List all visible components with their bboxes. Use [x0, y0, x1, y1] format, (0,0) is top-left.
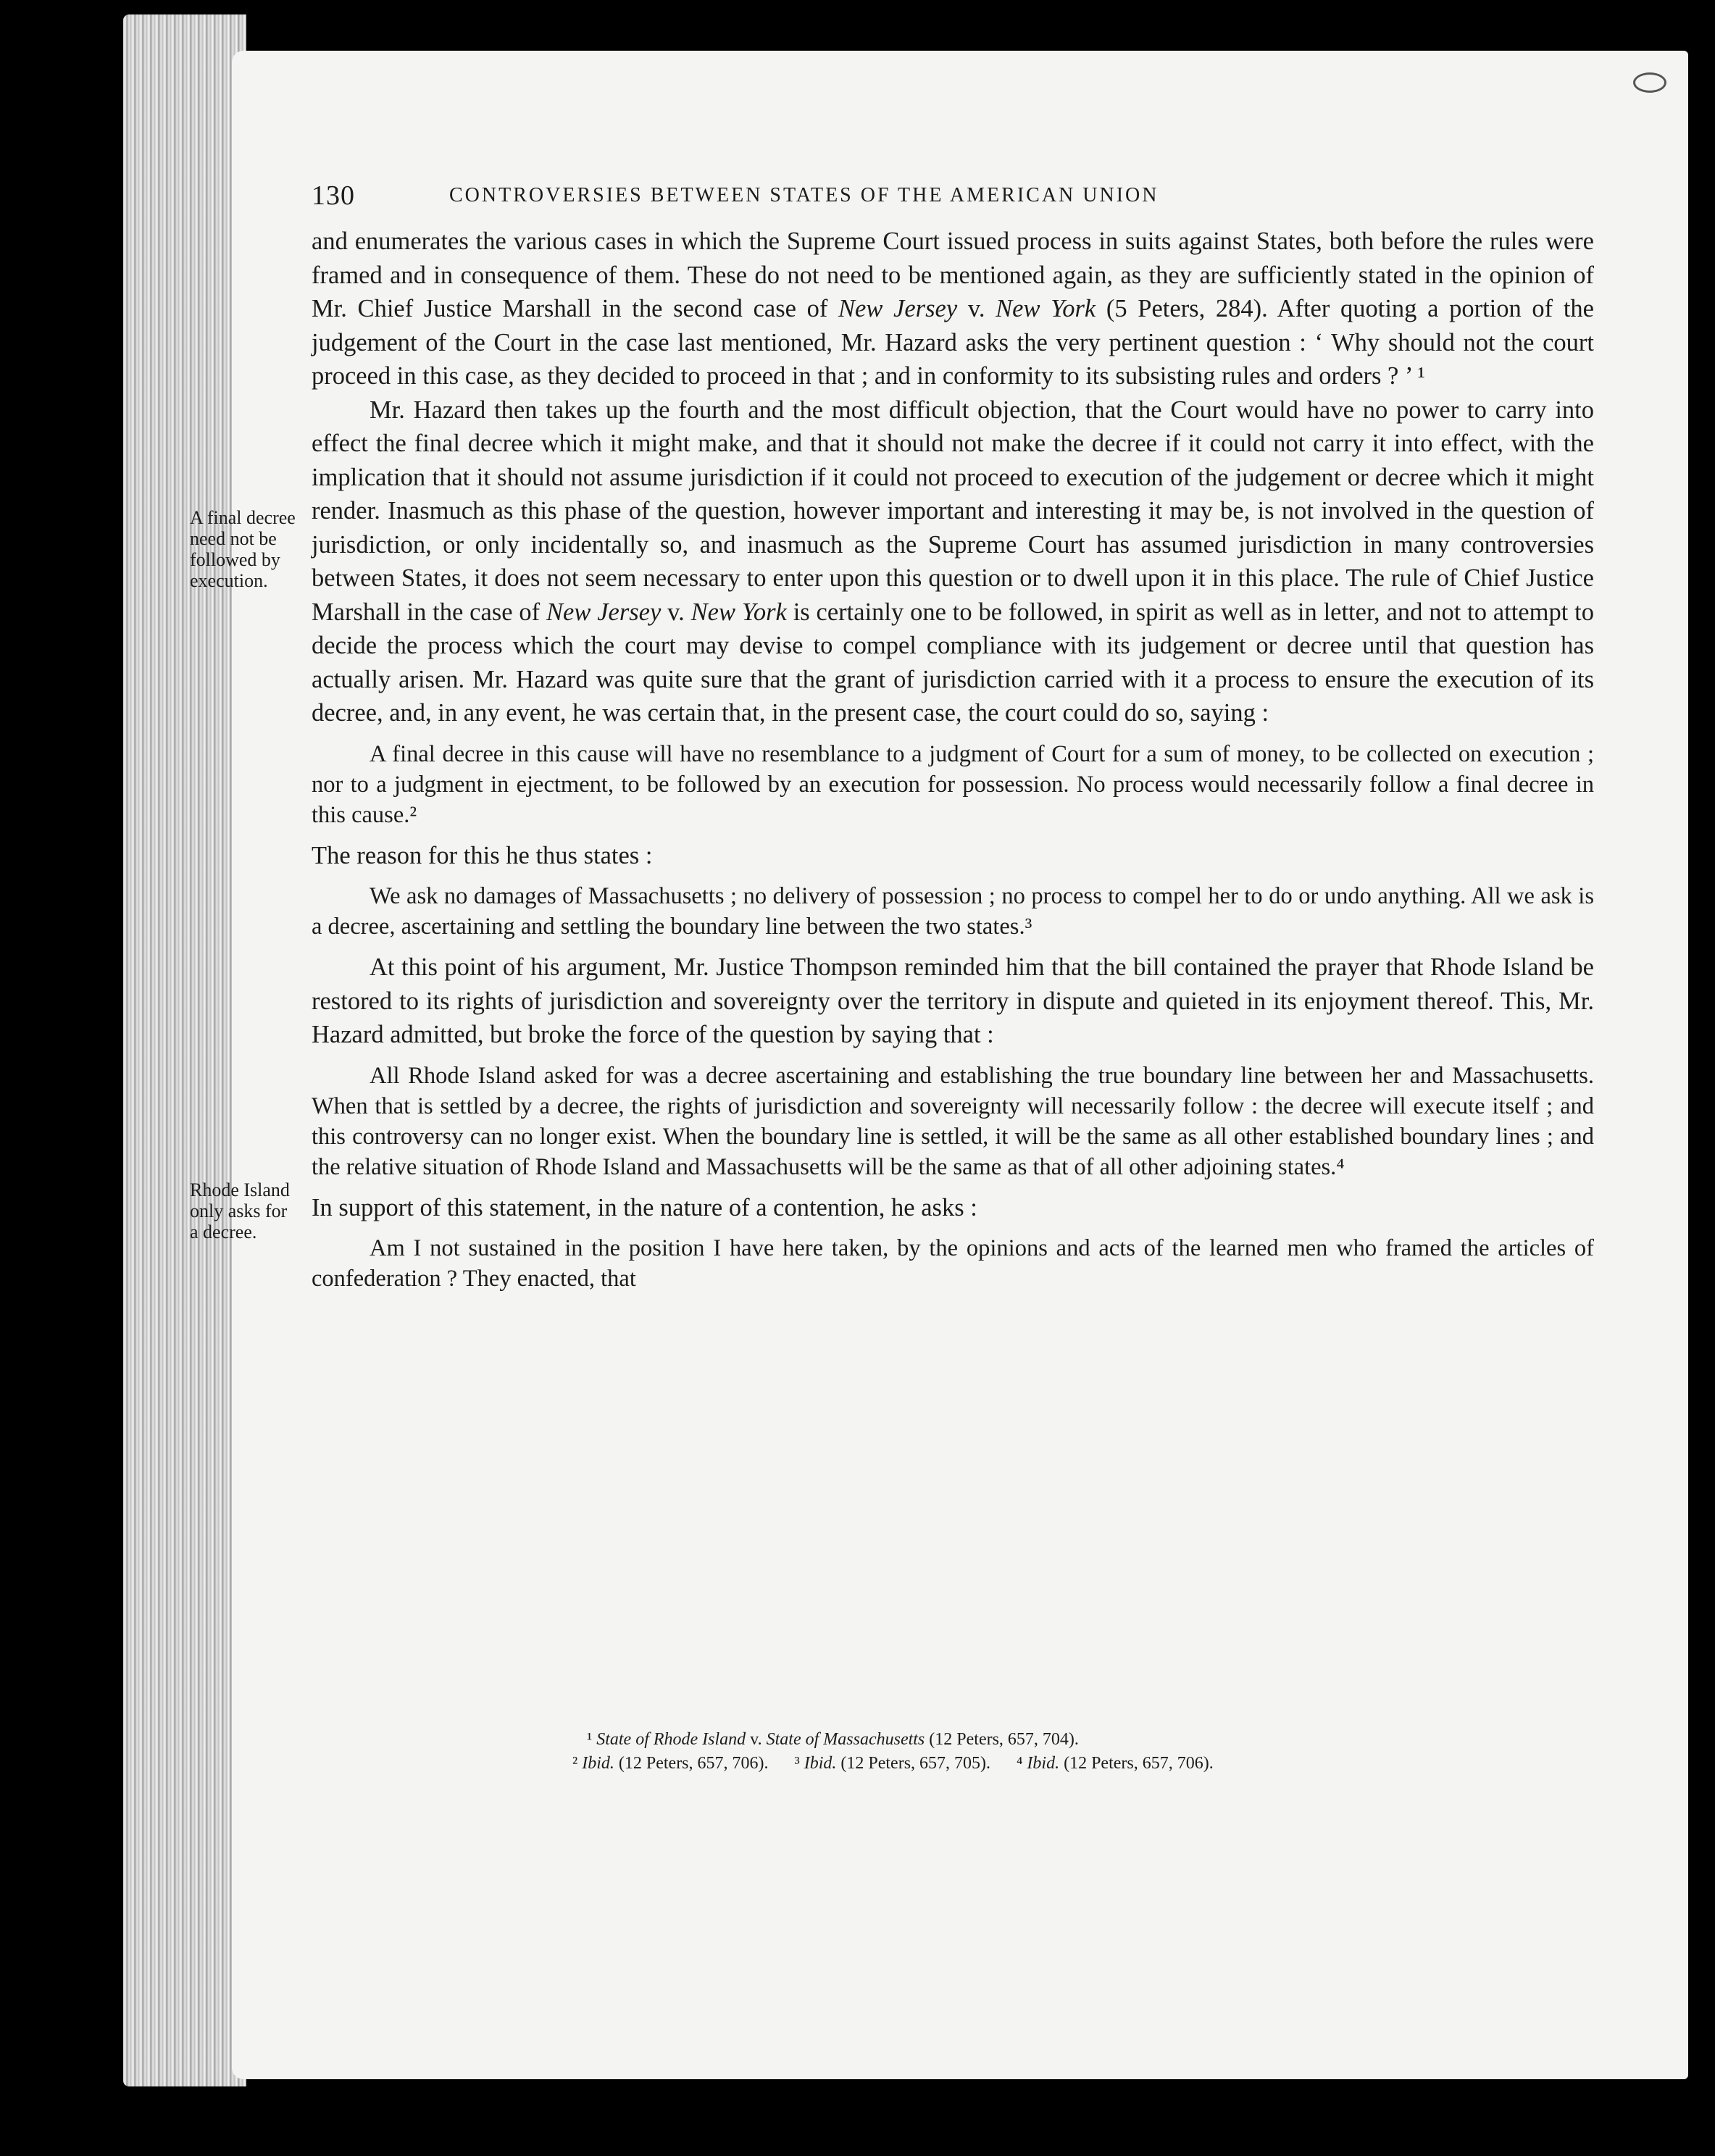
block-quote: A final decree in this cause will have no resemblance to a judgment of Court for a sum of money, to be collected on execution ; nor to a judgment in ejectment, to be followed by an execution for possession. No process would necessarily follow a final decree in this cause.²	[312, 740, 1594, 828]
footnote-marker: ⁴	[1017, 1754, 1027, 1773]
footnote-line	[572, 1752, 1601, 1776]
case-name: New Jersey	[546, 598, 662, 626]
text-run: (5 Peters, 284). After quoting a portion of the judgement of the Court in the case last mentioned, Mr. Hazard asks the very pertinent question : ‘ Why should not the court proceed in this case, as they decided to proceed in that ; and in conformity to its subsisting rules and orders ? ’ ¹	[312, 295, 1594, 390]
page-number: 130	[312, 180, 355, 211]
marginal-note: A final decree need not be followed by execution.	[190, 507, 296, 591]
running-head	[312, 180, 1594, 216]
paragraph: The reason for this he thus states :	[312, 841, 653, 869]
footnote	[587, 1728, 1601, 1752]
case-name: State of Rhode Island	[596, 1730, 746, 1749]
running-title: CONTROVERSIES BETWEEN STATES OF THE AMERICAN UNION	[449, 184, 1159, 206]
text-run: is certainly one to be followed, in spirit as well as in letter, and not to attempt to decide the process which the court may devise to compel compliance with its judgement or decree until that question has actually arisen. Mr. Hazard was quite sure that the grant of jurisdiction carried with it a process to ensure the execution of its decree, and, in any event, he was certain that, in the present case, the court could do so, saying :	[312, 598, 1594, 727]
text-run: Mr. Hazard then takes up the fourth and the most difficult objection, that the Court would have no power to carry into effect the final decree which it might make, and that it should not make the decree if it could not carry it into effect, with the implication that it should not assume jurisdiction if it could not proceed to execution of the judgement or decree which it might render. Inasmuch as this phase of the question, however important and interesting it may be, is not involved in the question of jurisdiction, or only incidentally so, and inasmuch as the Supreme Court has assumed jurisdiction in many controversies between States, it does not seem necessary to enter upon this question or to dwell upon it in this place. The rule of Chief Justice Marshall in the case of	[312, 396, 1594, 626]
case-name: New York	[996, 295, 1096, 322]
ibid: Ibid.	[1027, 1754, 1060, 1773]
ibid: Ibid.	[804, 1754, 837, 1773]
case-name: State of Massachusetts	[766, 1730, 925, 1749]
block-quote: All Rhode Island asked for was a decree ascertaining and establishing the true boundary line between her and Massachusetts. When that is settled by a decree, the rights of jurisdiction and sovereignty will necessarily follow : the decree will execute itself ; and this controversy can no longer exist. When the boundary line is settled, it will be the same as all other established boundary lines ; and the relative situation of Rhode Island and Massachusetts will be the same as that of all other adjoining states.⁴	[312, 1062, 1594, 1180]
marginal-note: Rhode Island only asks for a decree.	[190, 1179, 290, 1242]
text-run: v.	[661, 598, 691, 626]
corner-mark	[1633, 72, 1666, 93]
text-run: v.	[746, 1730, 767, 1749]
paragraph	[312, 225, 1594, 393]
footnotes	[572, 1728, 1601, 1776]
block-quote: We ask no damages of Massachusetts ; no delivery of possession ; no process to compel her to do or undo anything. All we ask is a decree, ascertaining and settling the boundary line between the two states.³	[312, 883, 1594, 940]
body-text	[312, 225, 1594, 1303]
citation: (12 Peters, 657, 704).	[925, 1730, 1079, 1749]
case-name: New Jersey	[838, 295, 958, 322]
footnote-marker: ¹	[587, 1730, 597, 1749]
case-name: New York	[690, 598, 787, 626]
text-run: v.	[957, 295, 996, 322]
block-quote: Am I not sustained in the position I have here taken, by the opinions and acts of the learned men who framed the articles of confederation ? They enacted, that	[312, 1235, 1594, 1292]
citation: (12 Peters, 657, 705).	[836, 1754, 991, 1773]
ibid: Ibid.	[582, 1754, 614, 1773]
book-page-edges	[123, 14, 246, 2086]
citation: (12 Peters, 657, 706).	[614, 1754, 769, 1773]
citation: (12 Peters, 657, 706).	[1059, 1754, 1214, 1773]
paragraph	[312, 393, 1594, 730]
text-run: and enumerates the various cases in which the Supreme Court issued process in suits against States, both before the rules were framed and in consequence of them. These do not need to be mentioned again, as they are sufficiently stated in the opinion of Mr. Chief Justice Marshall in the second case of	[312, 227, 1594, 322]
paragraph: In support of this statement, in the nature of a contention, he asks :	[312, 1193, 977, 1221]
footnote-marker: ²	[572, 1754, 583, 1773]
paragraph: At this point of his argument, Mr. Justice Thompson reminded him that the bill contained the prayer that Rhode Island be restored to its rights of jurisdiction and sovereignty over the territory in dispute and quieted in its enjoyment thereof. This, Mr. Hazard admitted, but broke the force of the question by saying that :	[312, 953, 1594, 1048]
footnote-marker: ³	[794, 1754, 804, 1773]
